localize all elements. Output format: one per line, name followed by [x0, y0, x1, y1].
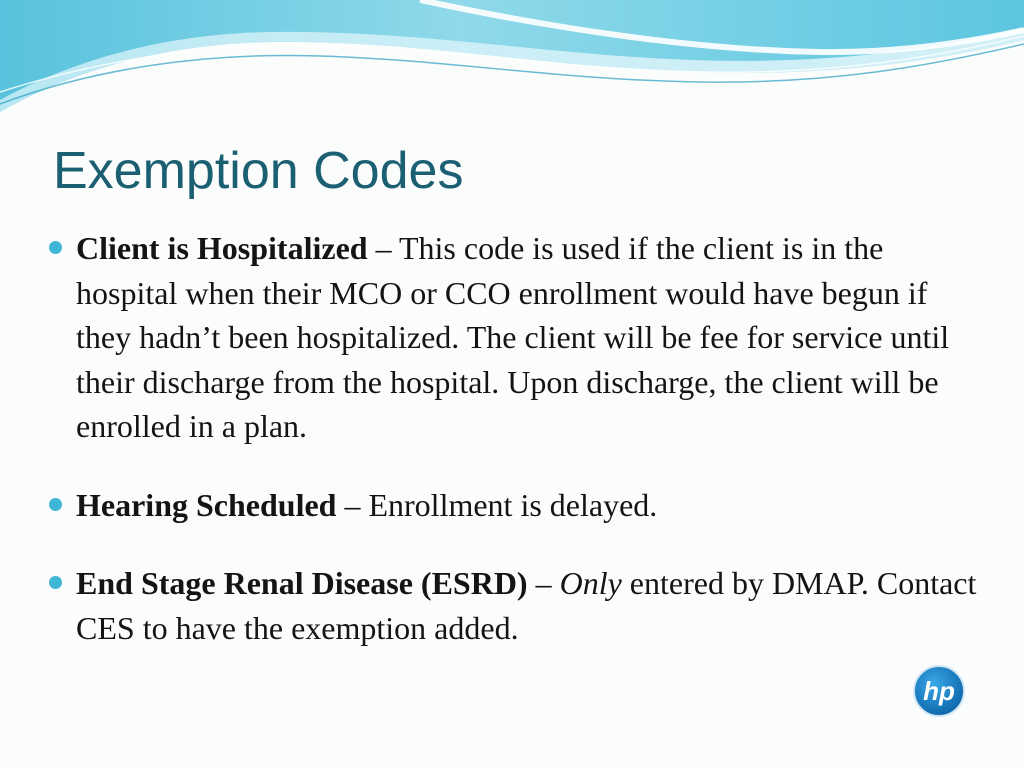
bullet-client-hospitalized: [46, 226, 986, 449]
bullet-icon: [49, 576, 62, 589]
bullet-text: – This code is used if the client is in the hospital when their MCO or CCO enrollment would have begun if they hadn’t been hospitalized. The client will be fee for service until their discharge from the hospital. Upon discharge, the client will be enrolled in a plan.: [76, 230, 950, 444]
bullet-text: – Enrollment is delayed.: [336, 486, 658, 523]
bullet-icon: [49, 498, 62, 511]
bullet-hearing-scheduled: [46, 483, 986, 528]
slide-title: Exemption Codes: [53, 142, 464, 200]
bullet-icon: [49, 241, 62, 254]
bullet-term: End Stage Renal Disease (ESRD): [76, 565, 528, 601]
bullet-esrd: [46, 561, 986, 650]
header-wave-decoration: [0, 0, 1024, 130]
hp-logo-icon: [912, 664, 966, 718]
bullet-dash: –: [527, 565, 560, 601]
bullet-text: entered by DMAP. Contact CES to have the exemption added.: [76, 565, 977, 646]
bullet-list: [46, 226, 986, 650]
bullet-emphasis: Only: [559, 565, 622, 601]
hp-logo-text: hp: [923, 676, 955, 706]
bullet-term: Client is Hospitalized: [76, 230, 368, 266]
bullet-term: Hearing Scheduled: [76, 486, 337, 523]
